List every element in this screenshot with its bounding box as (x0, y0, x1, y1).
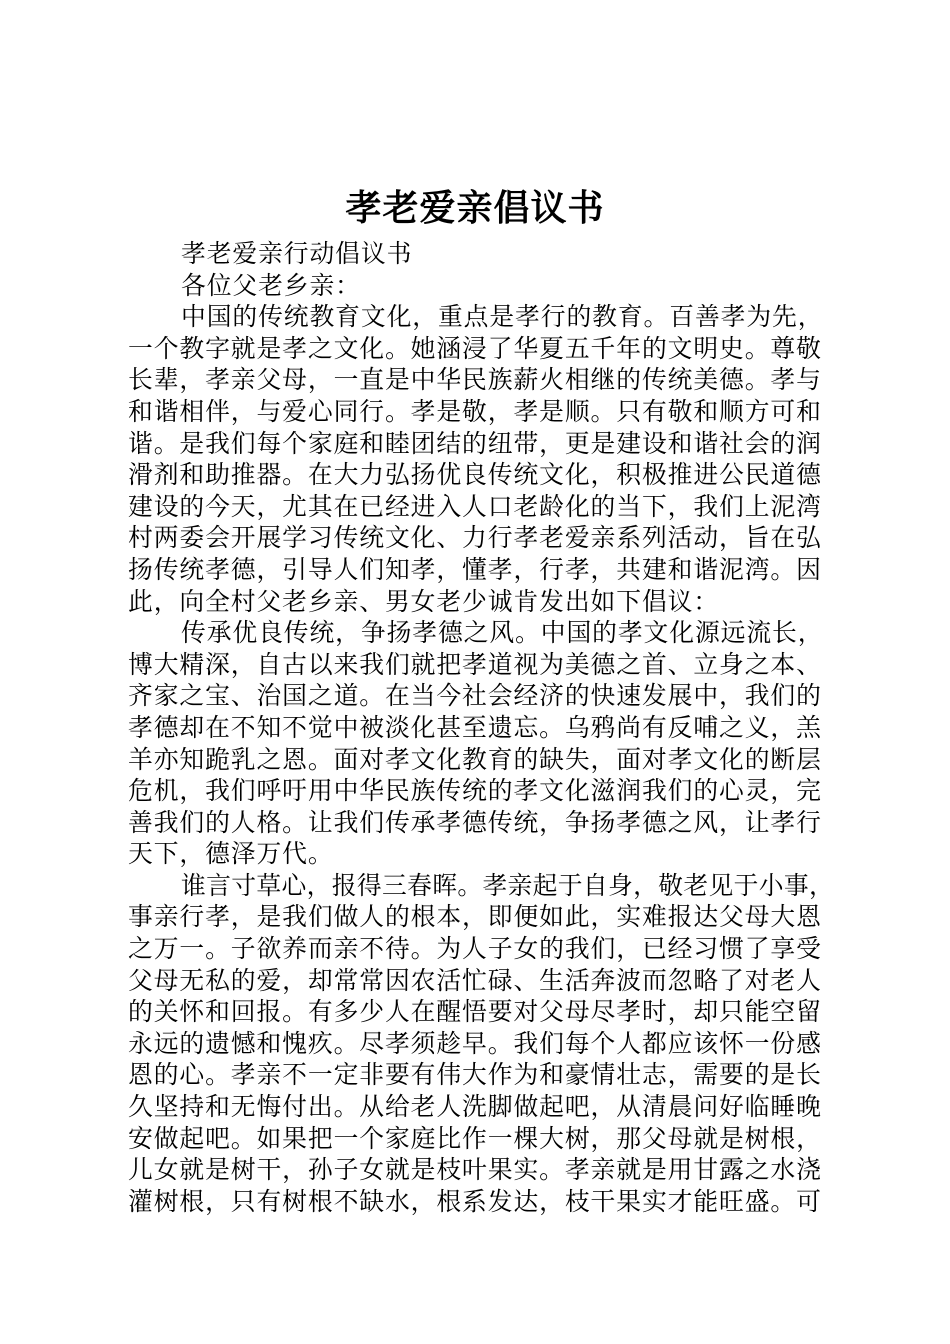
text-line: 谐。是我们每个家庭和睦团结的纽带，更是建设和谐社会的润 (128, 428, 822, 458)
text-line: 永远的遗憾和愧疚。尽孝须趁早。我们每个人都应该怀一份感 (128, 1028, 822, 1058)
text-line: 事亲行孝，是我们做人的根本，即便如此，实难报达父母大恩 (128, 902, 822, 932)
text-line: 建设的今天，尤其在已经进入人口老龄化的当下，我们上泥湾 (128, 491, 822, 521)
text-line: 一个教字就是孝之文化。她涵浸了华夏五千年的文明史。尊敬 (128, 333, 822, 363)
text-line: 各位父老乡亲： (181, 270, 361, 300)
text-line: 之万一。子欲养而亲不待。为人子女的我们，已经习惯了享受 (128, 934, 822, 964)
text-line: 久坚持和无悔付出。从给老人洗脚做起吧，从清晨问好临睡晚 (128, 1092, 822, 1122)
text-line: 天下，德泽万代。 (128, 839, 334, 869)
text-line: 博大精深，自古以来我们就把孝道视为美德之首、立身之本、 (128, 649, 822, 679)
text-line: 危机，我们呼吁用中华民族传统的孝文化滋润我们的心灵，完 (128, 776, 822, 806)
text-line: 孝德却在不知不觉中被淡化甚至遗忘。乌鸦尚有反哺之义，羔 (128, 712, 822, 742)
text-line: 孝老爱亲行动倡议书 (181, 239, 413, 268)
text-line: 滑剂和助推器。在大力弘扬优良传统文化，积极推进公民道德 (128, 460, 822, 490)
text-line: 村两委会开展学习传统文化、力行孝老爱亲系列活动，旨在弘 (128, 523, 822, 553)
text-line: 和谐相伴，与爱心同行。孝是敬，孝是顺。只有敬和顺方可和 (128, 396, 822, 426)
text-line: 安做起吧。如果把一个家庭比作一棵大树，那父母就是树根， (128, 1123, 822, 1153)
text-line: 的关怀和回报。有多少人在醒悟要对父母尽孝时，却只能空留 (128, 997, 822, 1027)
text-line: 此，向全村父老乡亲、男女老少诚肯发出如下倡议： (128, 586, 720, 616)
text-line: 羊亦知跪乳之恩。面对孝文化教育的缺失，面对孝文化的断层 (128, 744, 822, 774)
text-line: 儿女就是树干，孙子女就是枝叶果实。孝亲就是用甘露之水浇 (128, 1155, 822, 1185)
text-line: 传承优良传统，争扬孝德之风。中国的孝文化源远流长， (181, 618, 824, 648)
text-line: 扬传统孝德，引导人们知孝，懂孝，行孝，共建和谐泥湾。因 (128, 554, 822, 584)
text-line: 善我们的人格。让我们传承孝德传统，争扬孝德之风，让孝行 (128, 807, 822, 837)
text-line: 谁言寸草心，报得三春晖。孝亲起于自身，敬老见于小事， (181, 870, 835, 900)
text-line: 齐家之宝、治国之道。在当今社会经济的快速发展中，我们的 (128, 681, 822, 711)
document-title: 孝老爱亲倡议书 (345, 187, 605, 229)
text-line: 父母无私的爱，却常常因农活忙碌、生活奔波而忽略了对老人 (128, 965, 822, 995)
text-line: 灌树根，只有树根不缺水，根系发达，枝干果实才能旺盛。可 (128, 1186, 822, 1216)
text-line: 恩的心。孝亲不一定非要有伟大作为和豪情壮志，需要的是长 (128, 1060, 822, 1090)
text-line: 长辈，孝亲父母，一直是中华民族薪火相继的传统美德。孝与 (128, 365, 822, 395)
document-body (128, 238, 834, 1217)
text-line: 中国的传统教育文化，重点是孝行的教育。百善孝为先， (181, 302, 824, 332)
